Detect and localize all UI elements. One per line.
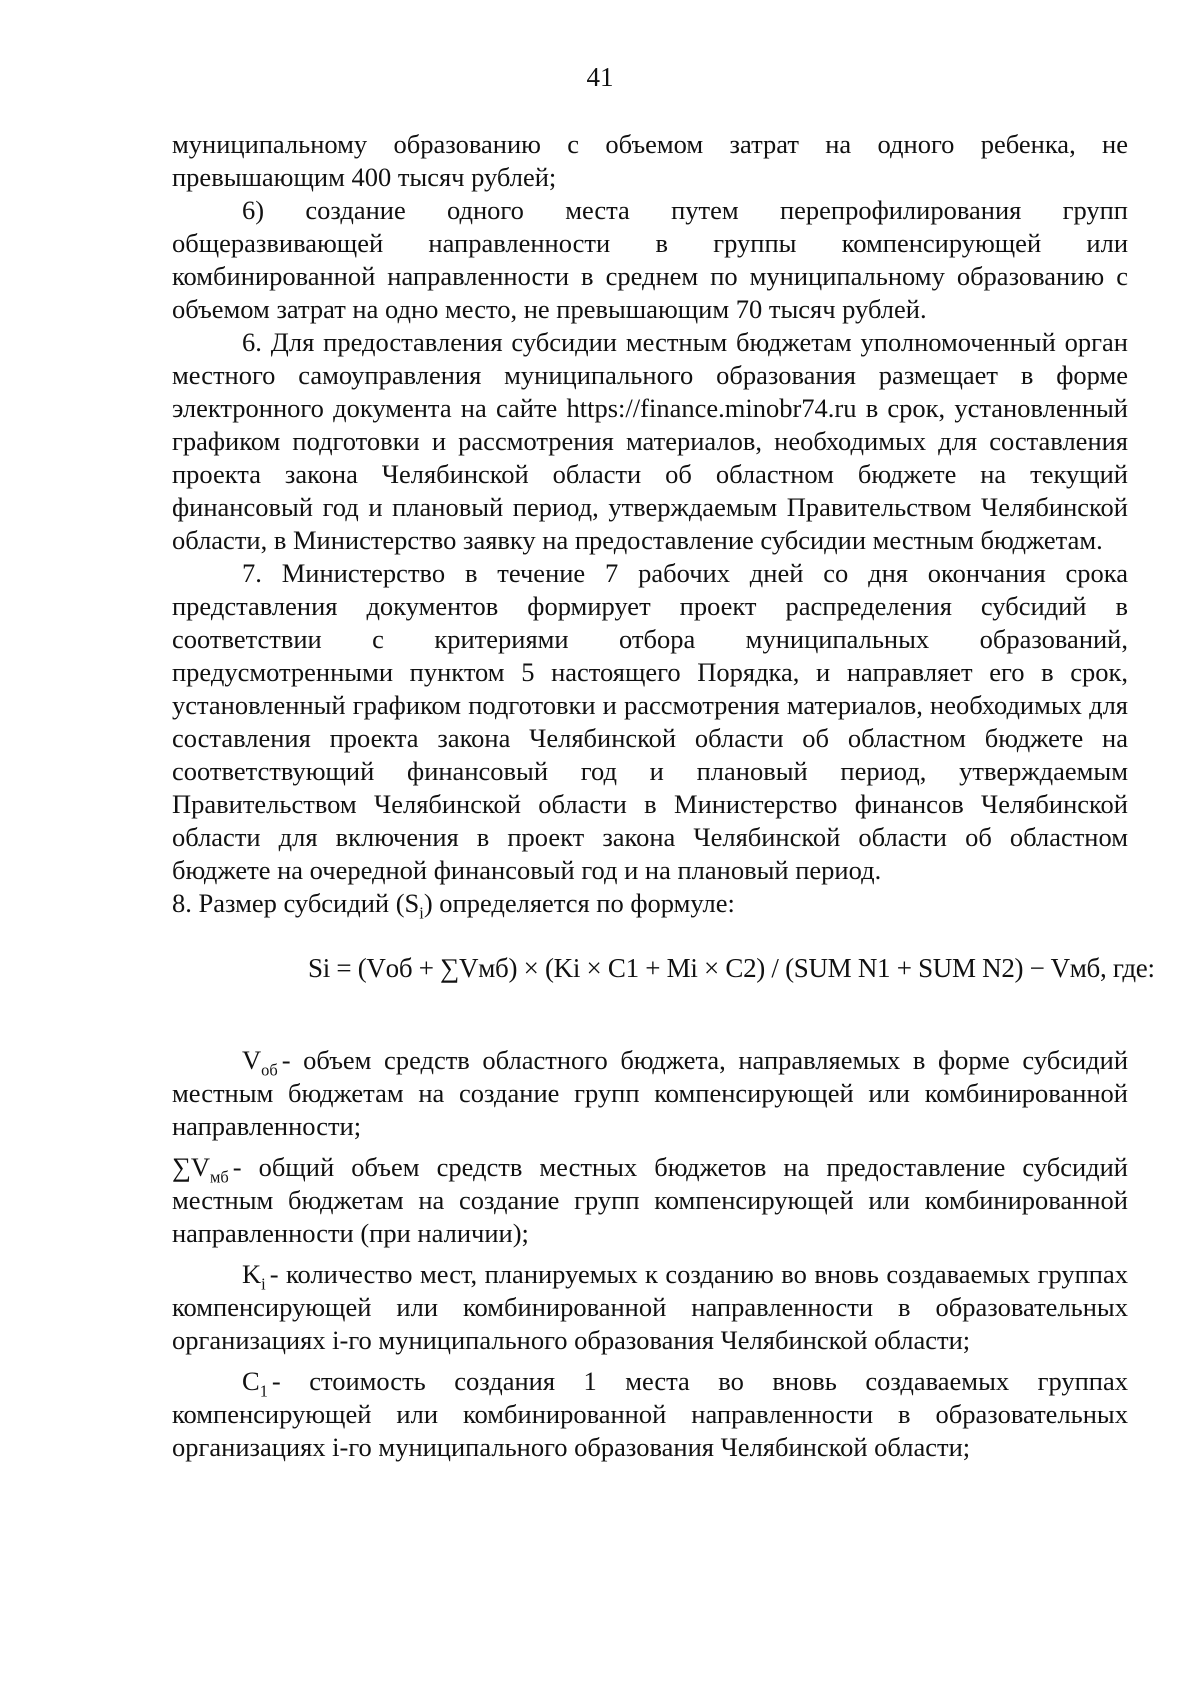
- page-number: 41: [586, 62, 614, 92]
- document-body: [172, 128, 1155, 1464]
- section-8-text-a: 8. Размер субсидий (S: [172, 888, 420, 918]
- subsidy-formula: Si = (Vоб + ∑Vмб) × (Ki × C1 + Mi × C2) / (SUM N1 + SUM N2) − Vмб, где:: [308, 953, 1155, 983]
- symbol-k: K: [242, 1259, 262, 1289]
- paragraph-continuation: муниципальному образованию с объемом затрат на одного ребенка, не превышающим 400 тысяч рублей;: [172, 129, 1128, 192]
- paragraph-section-8: [172, 887, 1128, 923]
- definition-v-ob: [172, 1044, 1128, 1143]
- paragraph-item-6: 6) создание одного места путем перепрофилирования групп общеразвивающей направленности в группы компенсирующей или комбинированной направленности в среднем по муниципальному образованию с объемом затрат на одно место, не превышающим 70 тысяч рублей.: [172, 195, 1128, 324]
- definition-text: - общий объем средств местных бюджетов на предоставление субсидий местным бюджетам на создание групп компенсирующей или комбинированной направленности (при наличии);: [172, 1152, 1128, 1248]
- definition-sum-v-mb: [172, 1151, 1128, 1250]
- symbol-v: V: [242, 1045, 262, 1075]
- definition-k-i: [172, 1258, 1128, 1357]
- paragraph-section-7: 7. Министерство в течение 7 рабочих дней со дня окончания срока представления документов формирует проект распределения субсидий в соответствии с критериями отбора муниципальных образований, предусмотренными пунктом 5 настоящего Порядка, и направляет его в срок, установленный графиком подготовки и рассмотрения материалов, необходимых для составления проекта закона Челябинской области об областном бюджете на соответствующий финансовый год и плановый период, утверждаемым Правительством Челябинской области в Министерство финансов Челябинской области для включения в проект закона Челябинской области об областном бюджете на очередной финансовый год и на плановый период.: [172, 558, 1128, 885]
- section-8-sub: i: [419, 903, 424, 923]
- symbol-sub-i: i: [261, 1274, 266, 1294]
- definition-symbol: [242, 1045, 278, 1080]
- section-8-text-b: ) определяется по формуле:: [423, 888, 735, 918]
- symbol-c: C: [242, 1366, 260, 1396]
- definition-c-1: [172, 1365, 1128, 1464]
- paragraph-section-6: 6. Для предоставления субсидии местным бюджетам уполномоченный орган местного самоуправления муниципального образования размещает в форме электронного документа на сайте https://finance.minobr74.ru в срок, установленный графиком подготовки и рассмотрения материалов, необходимых для составления проекта закона Челябинской области об областном бюджете на текущий финансовый год и плановый период, утверждаемым Правительством Челябинской области, в Министерство заявку на предоставление субсидии местным бюджетам.: [172, 327, 1128, 555]
- definition-symbol: [242, 1259, 266, 1294]
- definition-symbol: [172, 1152, 229, 1187]
- symbol-sub-mb: мб: [210, 1167, 229, 1187]
- formula-block: [172, 928, 1155, 1024]
- symbol-sub-1: 1: [259, 1381, 268, 1401]
- symbol-sub-ob: об: [261, 1060, 278, 1080]
- definition-text: - объем средств областного бюджета, направляемых в форме субсидий местным бюджетам на создание групп компенсирующей или комбинированной направленности;: [172, 1045, 1128, 1141]
- definition-text: - стоимость создания 1 места во вновь создаваемых группах компенсирующей или комбинированной направленности в образовательных организациях i-го муниципального образования Челябинской области;: [172, 1366, 1128, 1462]
- symbol-sum-v: ∑V: [172, 1152, 211, 1182]
- definition-text: - количество мест, планируемых к созданию во вновь создаваемых группах компенсирующей или комбинированной направленности в образовательных организациях i-го муниципального образования Челябинской области;: [172, 1259, 1128, 1355]
- definition-symbol: [242, 1366, 268, 1401]
